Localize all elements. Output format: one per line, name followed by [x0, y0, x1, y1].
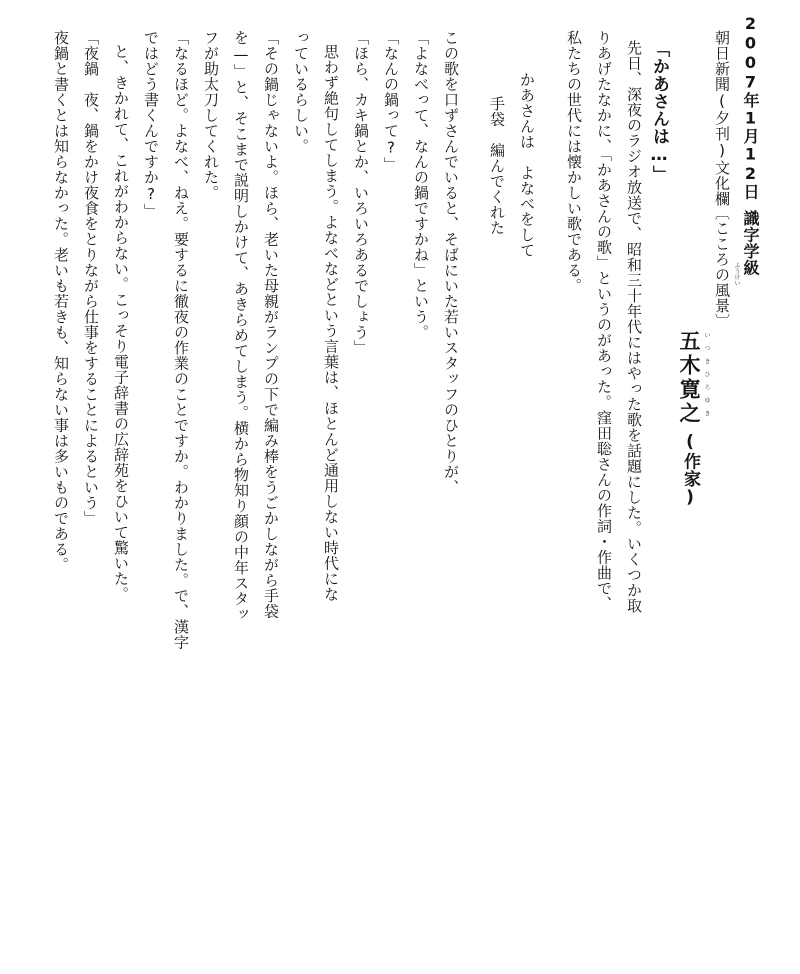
body-line: 夜鍋と書くとは知らなかった。老いも若きも、知らない事は多いものである。 [52, 30, 70, 573]
author-ruby: いつきひろゆき [703, 332, 710, 423]
body-line: 手袋 編んでくれた [488, 96, 506, 236]
body-line: っているらしい。 [292, 30, 310, 154]
body-line: フが助太刀してくれた。 [202, 30, 220, 201]
author-role: (作家) [680, 432, 700, 508]
body-line: この歌を口ずさんでいると、そばにいた若いスタッフのひとりが、 [442, 30, 460, 495]
class-name: 識字学級 [741, 210, 760, 276]
body-line: 思わず絶句してしまう。よなべなどという言葉は、ほとんど通用しない時代にな [322, 44, 340, 602]
body-line: 「よなべって、なんの鍋ですかね」という。 [412, 30, 430, 340]
column-title: 〔こころの風景〕 [713, 205, 731, 329]
body-line: 「なるほど。よなべ、ねえ。要するに徹夜の作業のことですか。わかりました。で、漢字 [172, 30, 190, 650]
column-title-ruby: ふうけい [733, 262, 740, 286]
source-label: 朝日新聞(夕刊)文化欄 [713, 30, 731, 207]
body-line: かあさんは よなべをして [518, 72, 536, 258]
body-line: を—」と、そこまで説明しかけて、あきらめてしまう。横から物知り顔の中年スタッ [232, 30, 250, 622]
body-line: と、きかれて、これがわからない。こっそり電子辞書の広辞苑をひいて驚いた。 [112, 44, 130, 602]
body-line: 「夜鍋 夜、鍋をかけ夜食をとりながら仕事をすることによるという」 [82, 30, 100, 526]
body-line: 「ほら、カキ鍋とか、いろいろあるでしょう」 [352, 30, 370, 356]
body-line: 「なんの鍋って?」 [382, 30, 400, 173]
body-line: 私たちの世代には懐かしい歌である。 [565, 30, 583, 294]
body-line: 先日、深夜のラジオ放送で、昭和三十年代にはやった歌を話題にした。いくつか取 [625, 40, 643, 614]
author-name: 五木寛之 [677, 330, 701, 426]
body-line: 「その鍋じゃないよ。ほら、老いた母親がランプの下で編み棒をうごかしながら手袋 [262, 30, 280, 619]
article-heading: 「かあさんは…」 [649, 40, 669, 183]
body-line: ではどう書くんですか?」 [142, 30, 160, 219]
body-line: りあげたなかに、「かあさんの歌」というのがあった。窪田聡さんの作詞・作曲で、 [595, 30, 613, 612]
date: 2007年1月12日 [741, 14, 760, 200]
